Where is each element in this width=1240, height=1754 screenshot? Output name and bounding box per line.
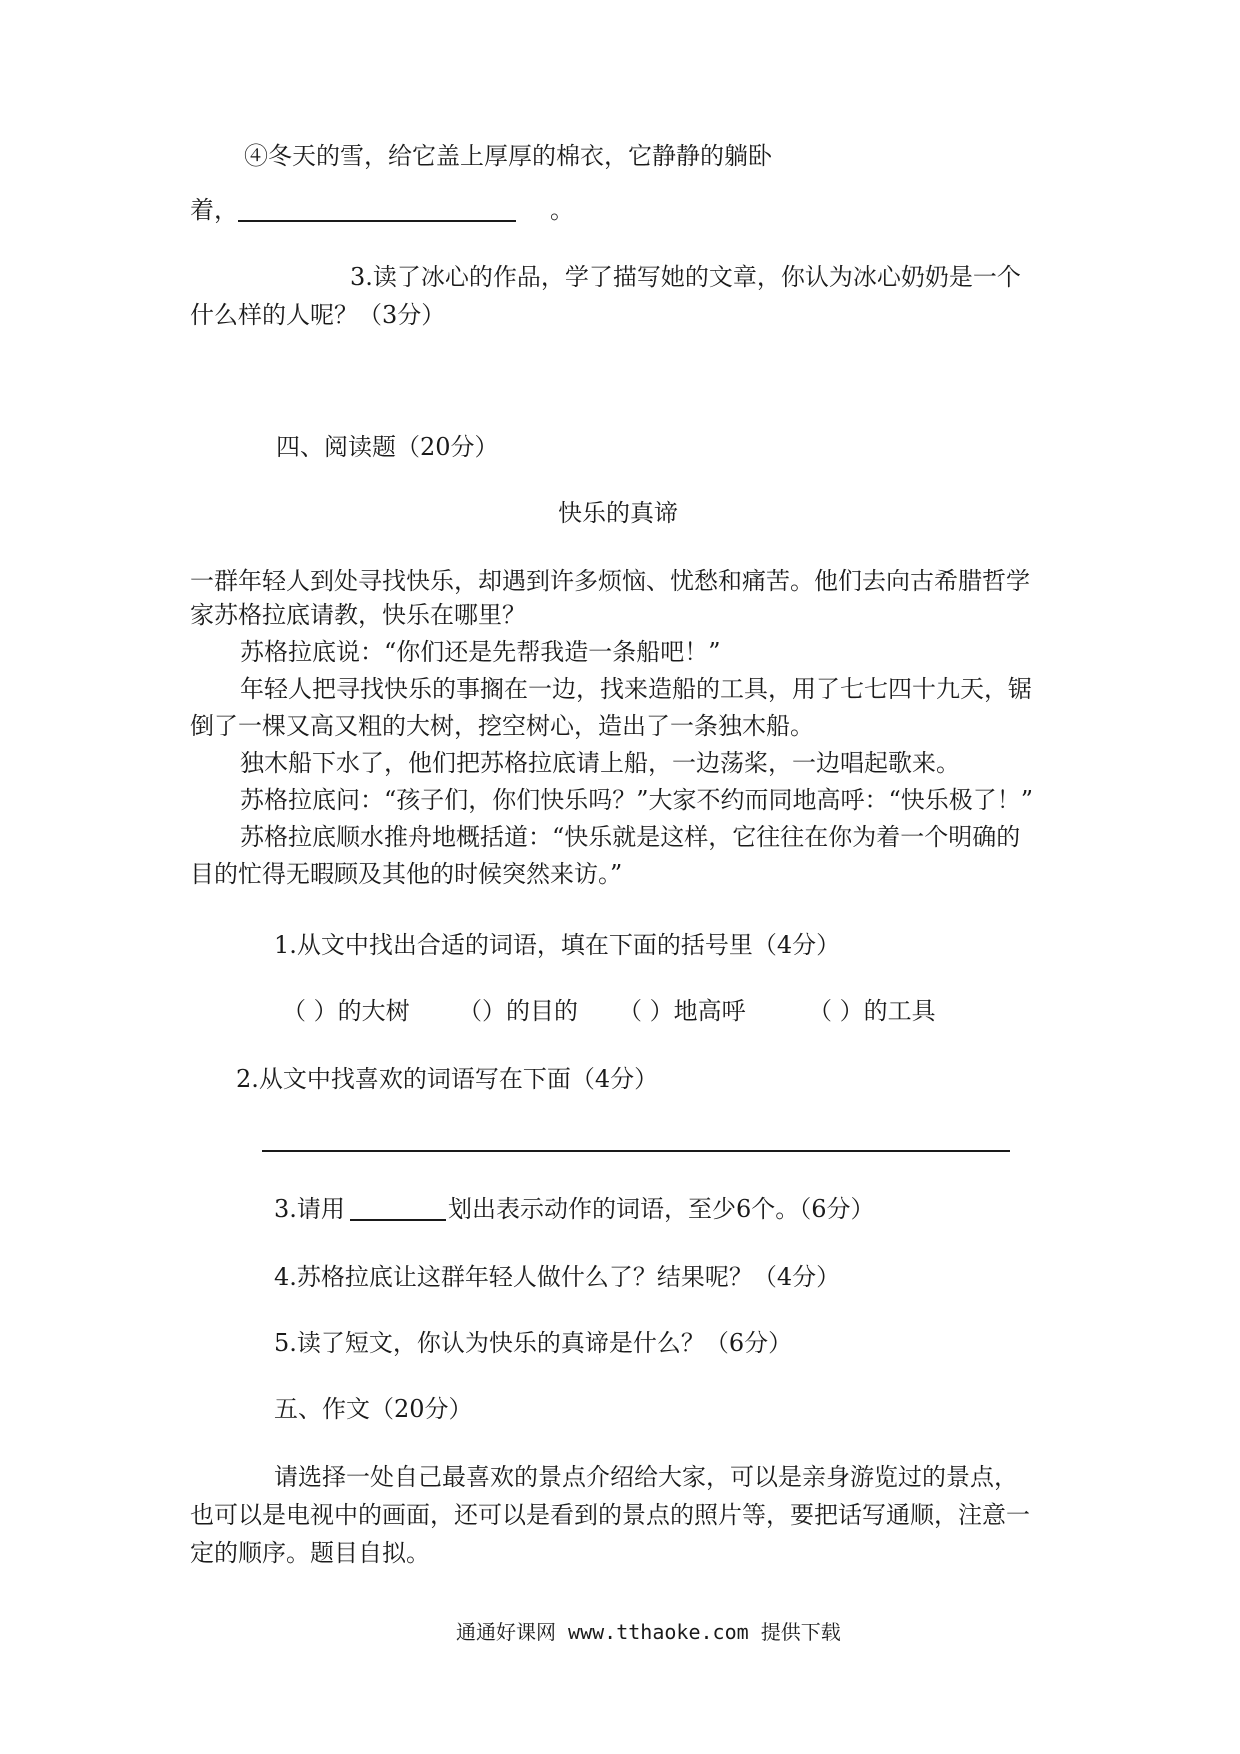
q3-bingxin-line1: 3.读了冰心的作品，学了描写她的文章，你认为冰心奶奶是一个 (350, 263, 1021, 291)
reading-q2: 2.从文中找喜欢的词语写在下面（4分） (236, 1065, 659, 1093)
passage-line: 家苏格拉底请教，快乐在哪里？ (190, 601, 526, 629)
passage-line: 一群年轻人到处寻找快乐，却遇到许多烦恼、忧愁和痛苦。他们去向古希腊哲学 (190, 567, 1030, 595)
q4-answer-blank[interactable] (238, 220, 516, 222)
section5-heading: 五、作文（20分） (274, 1395, 473, 1423)
passage-line: 目的忙得无暇顾及其他的时候突然来访。” (190, 860, 623, 888)
passage-line: 倒了一棵又高又粗的大树，挖空树心，造出了一条独木船。 (190, 712, 814, 740)
reading-q3-suffix: 划出表示动作的词语，至少6个。（6分） (448, 1195, 875, 1223)
q1-item[interactable]: （ ）地高呼 (618, 997, 746, 1025)
reading-q4: 4.苏格拉底让这群年轻人做什么了？结果呢？（4分） (274, 1263, 841, 1291)
reading-q1: 1.从文中找出合适的词语，填在下面的括号里（4分） (274, 931, 841, 959)
essay-prompt-line: 也可以是电视中的画面，还可以是看到的景点的照片等，要把话写通顺，注意一 (190, 1501, 1030, 1529)
passage-line: 苏格拉底说：“你们还是先帮我造一条船吧！” (240, 638, 721, 666)
reading-q3-prefix: 3.请用 (274, 1195, 345, 1223)
essay-prompt-line: 定的顺序。题目自拟。 (190, 1539, 430, 1567)
passage-title: 快乐的真谛 (558, 499, 678, 527)
passage-line: 年轻人把寻找快乐的事搁在一边，找来造船的工具，用了七七四十九天，锯 (240, 675, 1032, 703)
q1-item[interactable]: （）的目的 (458, 997, 578, 1025)
passage-line: 苏格拉底顺水推舟地概括道：“快乐就是这样，它往往在你为着一个明确的 (240, 823, 1021, 851)
q3-bingxin-line2: 什么样的人呢？（3分） (190, 301, 446, 329)
passage-line: 独木船下水了，他们把苏格拉底请上船，一边荡桨，一边唱起歌来。 (240, 749, 960, 777)
q3-underline-sample (350, 1219, 446, 1221)
page-footer: 通通好课网 www.tthaoke.com 提供下载 (456, 1620, 841, 1644)
q1-item[interactable]: （ ）的大树 (282, 997, 410, 1025)
q2-answer-line[interactable] (262, 1150, 1010, 1152)
essay-prompt-line: 请选择一处自己最喜欢的景点介绍给大家，可以是亲身游览过的景点， (274, 1463, 1018, 1491)
reading-q5: 5.读了短文，你认为快乐的真谛是什么？（6分） (274, 1329, 793, 1357)
passage-line: 苏格拉底问：“孩子们，你们快乐吗？”大家不约而同地高呼：“快乐极了！” (240, 786, 1034, 814)
q4-line2-suffix: 。 (550, 196, 574, 224)
q4-line1: ④冬天的雪，给它盖上厚厚的棉衣，它静静的躺卧 (244, 142, 772, 170)
section4-heading: 四、阅读题（20分） (276, 433, 499, 461)
q1-item[interactable]: （ ）的工具 (808, 997, 936, 1025)
q4-line2-prefix: 着， (190, 196, 238, 224)
